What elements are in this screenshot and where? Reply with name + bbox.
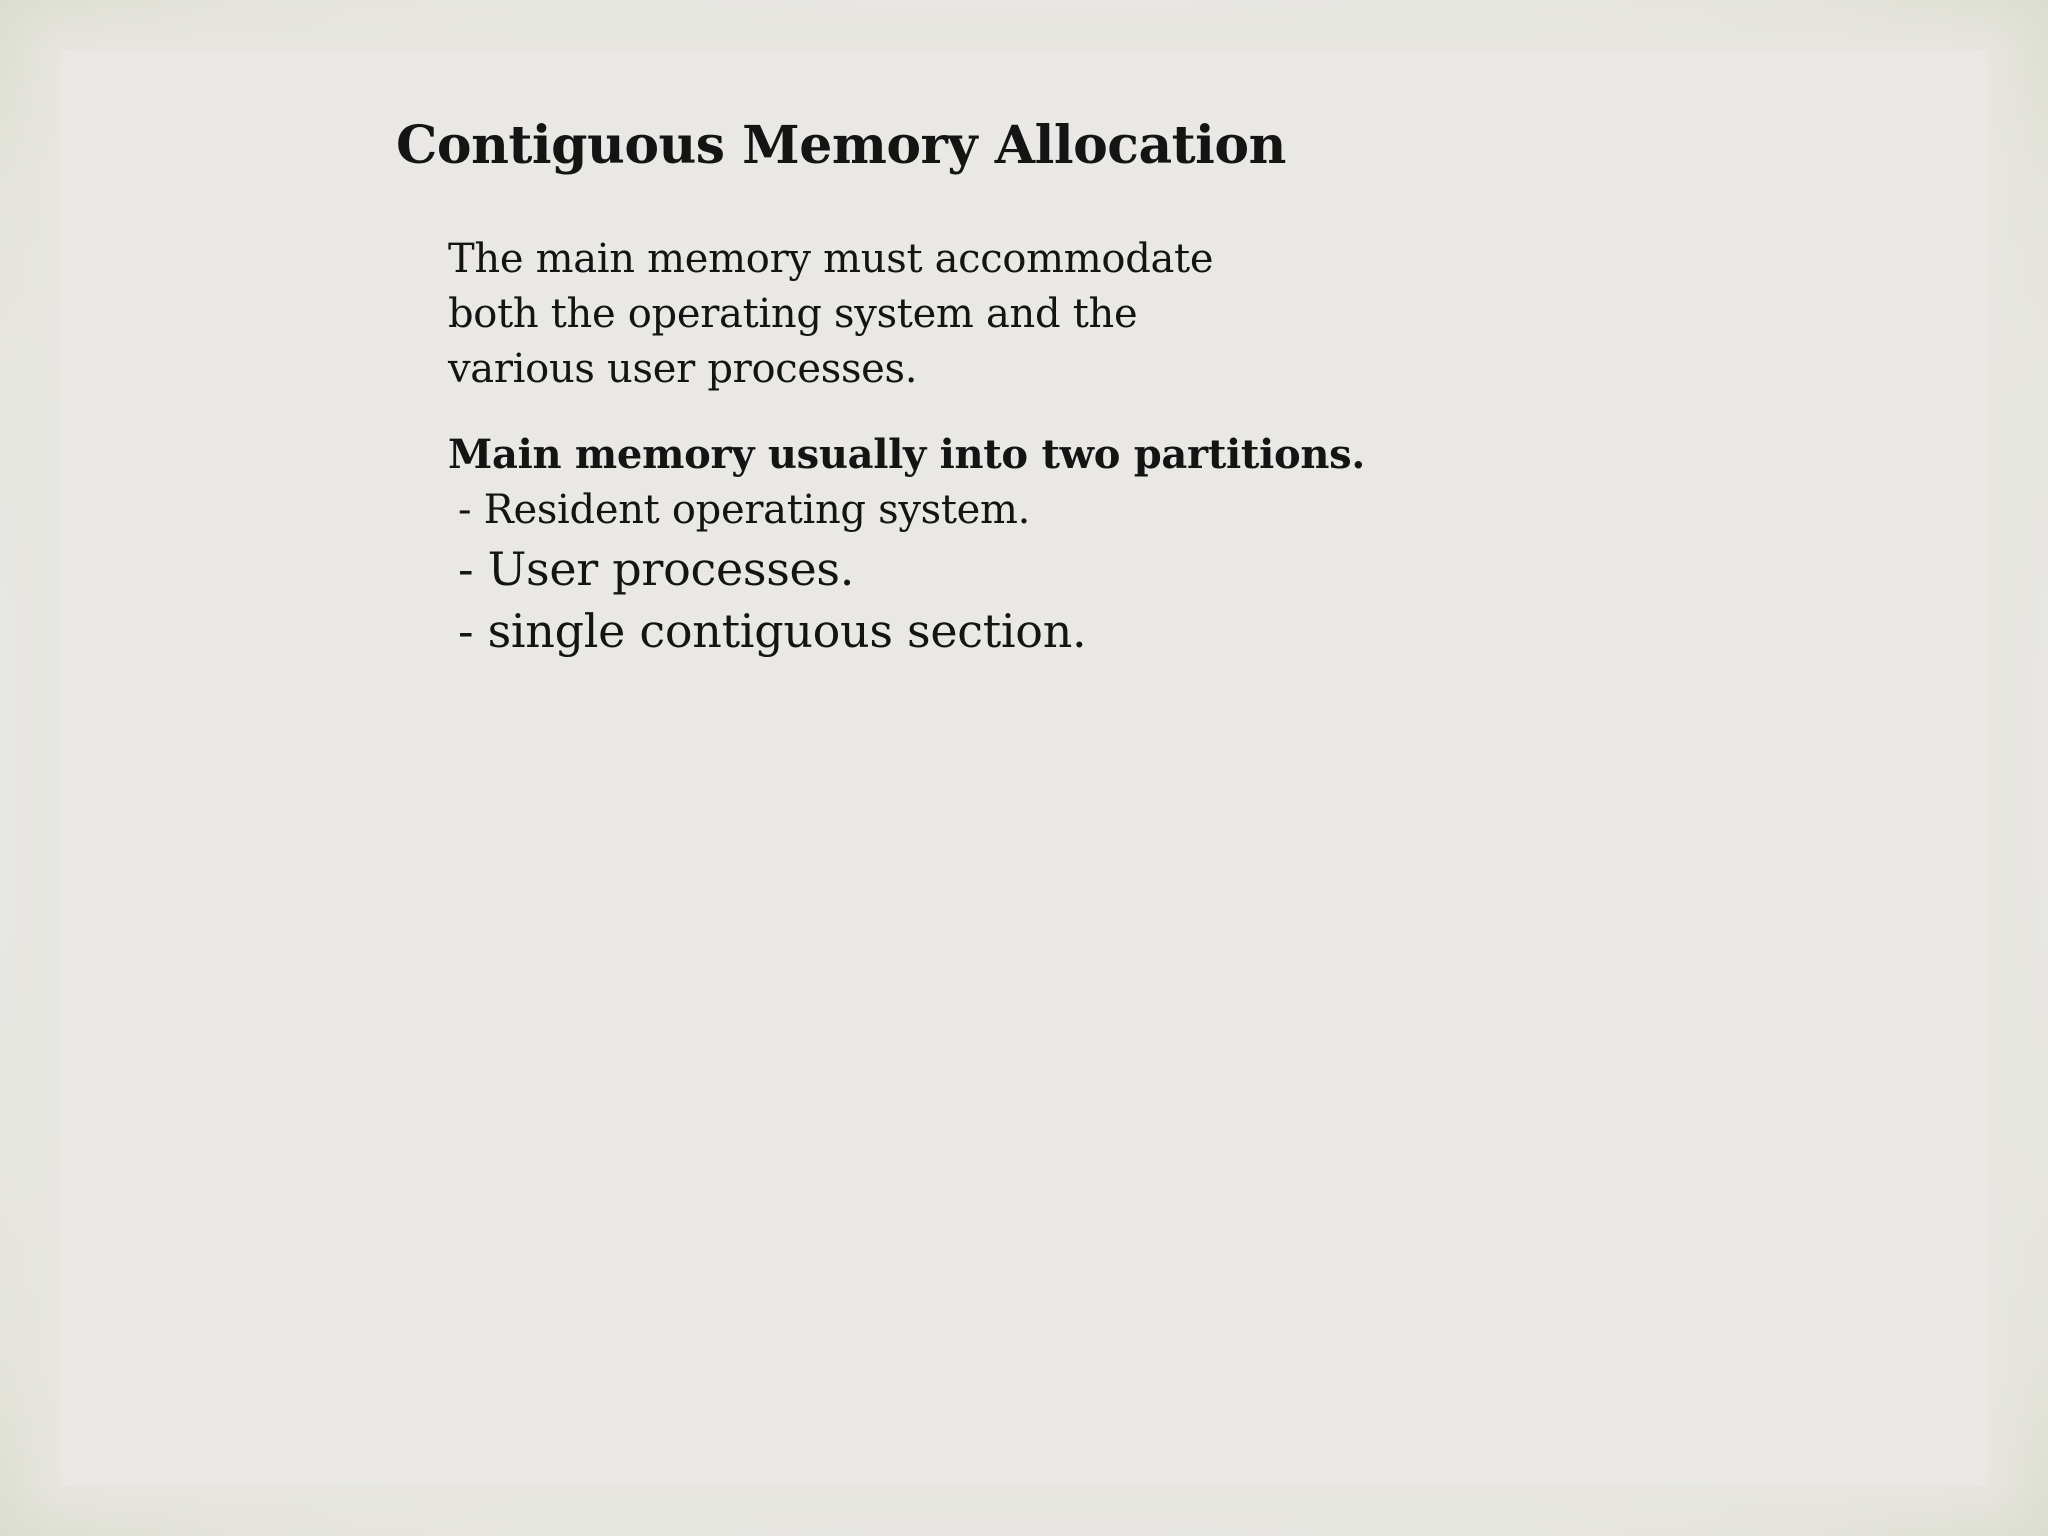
partition-item-user-processes: - User processes. [458, 542, 855, 596]
partition-item-resident-os: - Resident operating system. [458, 487, 1031, 533]
slide-title: Contiguous Memory Allocation [396, 115, 1286, 176]
intro-paragraph [448, 232, 1213, 397]
intro-line-1: The main memory must accommodate [448, 236, 1214, 282]
partitions-heading: Main memory usually into two partitions. [448, 431, 1365, 478]
partitions-block [448, 428, 1365, 662]
partition-item-contiguous-section: - single contiguous section. [458, 604, 1087, 658]
intro-line-2: both the operating system and the [448, 291, 1138, 337]
intro-line-3: various user processes. [448, 346, 918, 392]
